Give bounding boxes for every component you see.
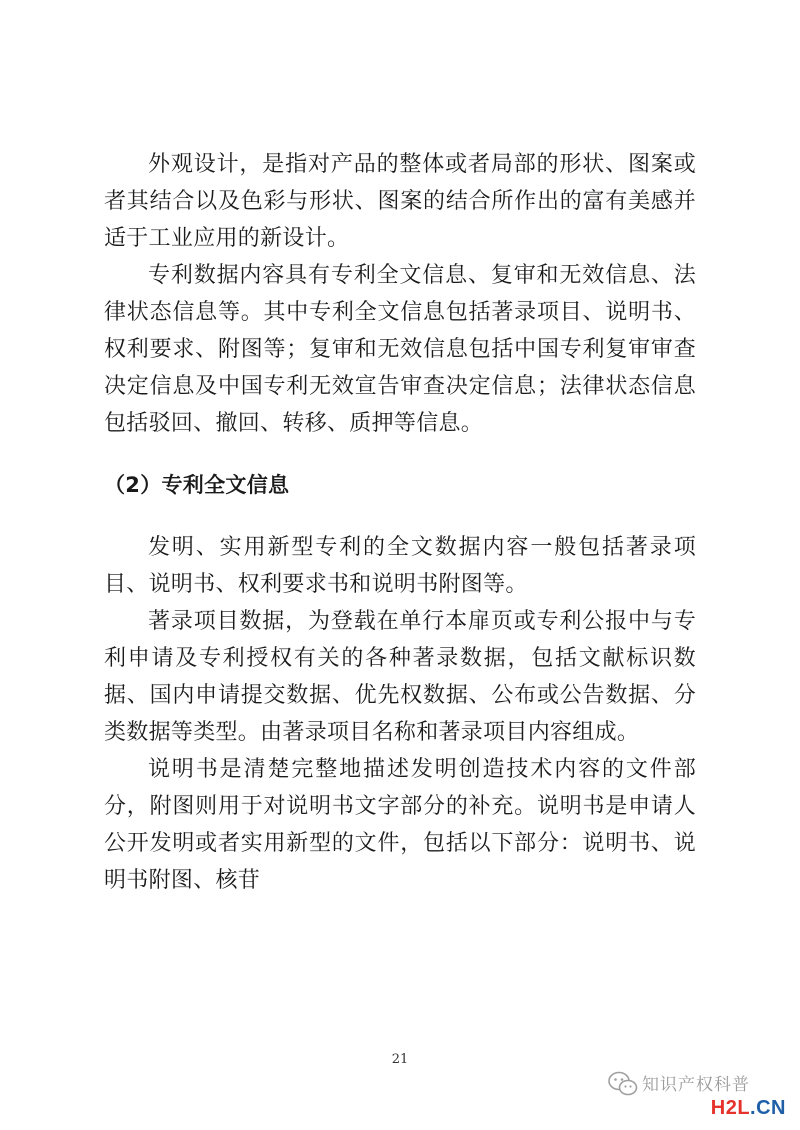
- logo-part-cn: .CN: [750, 1097, 786, 1119]
- site-logo: [711, 1097, 786, 1120]
- paragraph-bibliographic-data: 著录项目数据，为登载在单行本扉页或专利公报中与专利申请及专利授权有关的各种著录数据，包括文献标识数据、国内申请提交数据、优先权数据、公布或公告数据、分类数据等类型。由著录项目名称和著录项目内容组成。: [104, 609, 696, 745]
- paragraph-fulltext-content: 发明、实用新型专利的全文数据内容一般包括著录项目、说明书、权利要求书和说明书附图等。: [104, 535, 696, 597]
- logo-part-h2l: H2L: [710, 1097, 751, 1119]
- wechat-icon: [608, 1071, 638, 1097]
- paragraph-patent-data-content: 专利数据内容具有专利全文信息、复审和无效信息、法律状态信息等。其中专利全文信息包括著录项目、说明书、权利要求、附图等；复审和无效信息包括中国专利复审审查决定信息及中国专利无效宣告审查决定信息；法律状态信息包括驳回、撤回、转移、质押等信息。: [104, 263, 696, 436]
- body-text: [104, 146, 696, 899]
- paragraph-specification: 说明书是清楚完整地描述发明创造技术内容的文件部分，附图则用于对说明书文字部分的补充。说明书是申请人公开发明或者实用新型的文件，包括以下部分：说明书、说明书附图、核苷: [104, 757, 696, 893]
- paragraph-design-definition: 外观设计，是指对产品的整体或者局部的形状、图案或者其结合以及色彩与形状、图案的结合所作出的富有美感并适于工业应用的新设计。: [104, 152, 696, 251]
- page-number: 21: [391, 1052, 409, 1067]
- watermark-account-name: 知识产权科普: [642, 1075, 750, 1095]
- section-heading: （2）专利全文信息: [104, 473, 290, 497]
